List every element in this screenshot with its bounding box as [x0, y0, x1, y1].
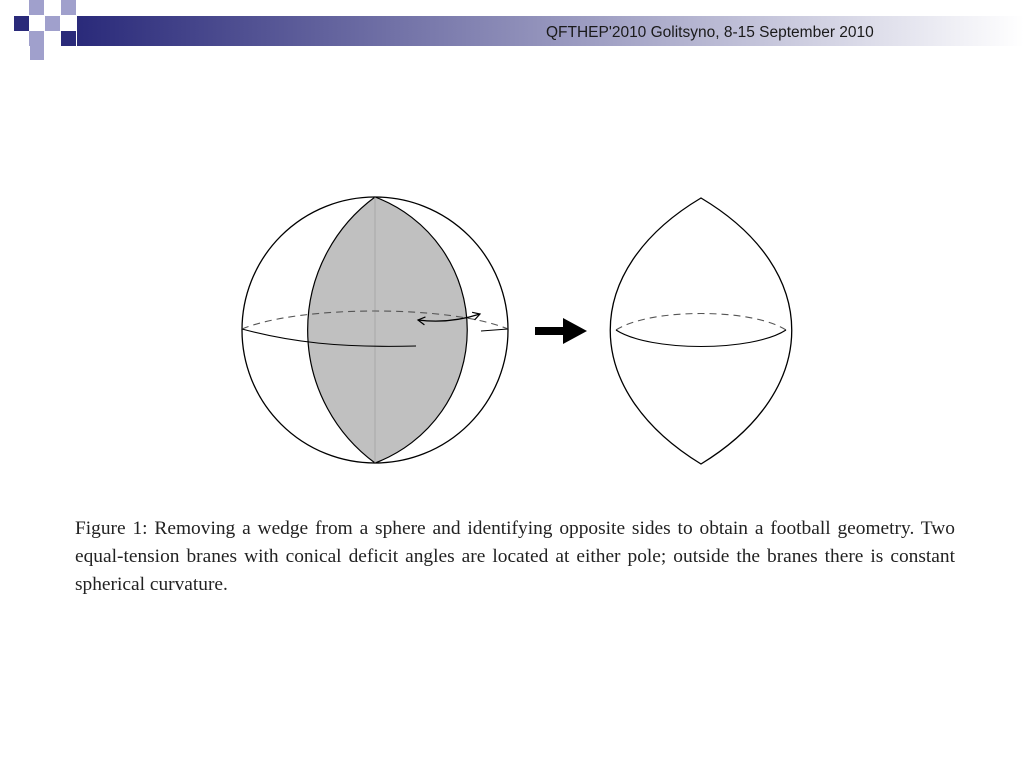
header-bar [0, 0, 1024, 62]
football-equator-solid [616, 330, 786, 347]
logo-square-light [45, 16, 60, 31]
logo-square-dark [14, 16, 29, 31]
logo-square-light [61, 0, 76, 15]
logo-square-light [29, 31, 44, 46]
logo-square-dark [61, 31, 76, 46]
wedge-equator-line [481, 329, 508, 331]
logo-square-light [29, 0, 44, 15]
football-equator-dashed [616, 314, 786, 331]
wedge-shaded-region [308, 197, 468, 463]
transformation-arrow [535, 318, 587, 344]
logo-square-light [30, 46, 44, 60]
figure-diagram [228, 185, 808, 485]
caption-text: Figure 1: Removing a wedge from a sphere and identifying opposite sides to obtain a football geometry. Two equal-tension branes with conical deficit angles are located at either pole; outside the branes there is constant spherical curvature. [75, 518, 955, 595]
header-title: QFTHEP'2010 Golitsyno, 8-15 September 2010 [546, 24, 874, 41]
football-outline [610, 198, 792, 464]
football-geometry-diagram [228, 185, 808, 485]
figure-caption [75, 515, 955, 599]
